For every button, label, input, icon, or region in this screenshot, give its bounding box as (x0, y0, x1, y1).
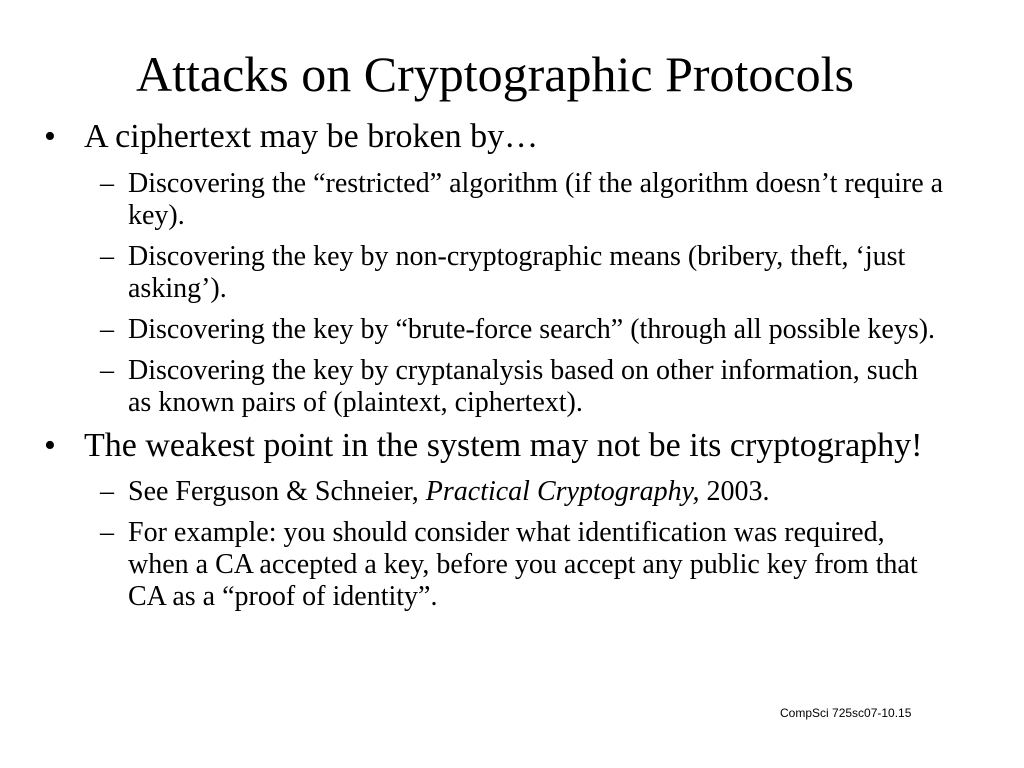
dash-marker: – (100, 314, 114, 345)
slide-footer: CompSci 725sc07-10.15 (780, 706, 912, 720)
sub-item (44, 241, 944, 305)
bullet-text: A ciphertext may be broken by… (84, 118, 539, 155)
sub-item-text (128, 476, 770, 507)
dash-marker: – (100, 355, 114, 386)
citation-year: 2003. (699, 476, 770, 507)
slide-title: Attacks on Cryptographic Protocols (136, 46, 854, 102)
bullet-item (44, 118, 944, 155)
sub-item (44, 355, 944, 419)
sub-item-text: Discovering the “restricted” algorithm (if the algorithm doesn’t require a key). (128, 168, 944, 231)
sub-item-text: For example: you should consider what identification was required, when a CA accepted a key, before you accept any public key from that CA as a “proof of identity”. (128, 517, 918, 612)
bullet-marker: • (44, 427, 56, 464)
citation-authors: See Ferguson & Schneier, (128, 476, 426, 507)
sub-item-text: Discovering the key by “brute-force search” (through all possible keys). (128, 314, 936, 345)
dash-marker: – (100, 476, 114, 507)
sub-item-text: Discovering the key by non-cryptographic means (bribery, theft, ‘just asking’). (128, 241, 906, 304)
dash-marker: – (100, 168, 114, 199)
slide-body (44, 118, 944, 613)
dash-marker: – (100, 241, 114, 272)
sub-item (44, 517, 944, 613)
sub-item-text: Discovering the key by cryptanalysis based on other information, such as known pairs of (plaintext, ciphertext). (128, 355, 919, 418)
dash-marker: – (100, 517, 114, 548)
sub-item (44, 314, 944, 346)
sub-item (44, 476, 944, 508)
bullet-text: The weakest point in the system may not be its cryptography! (84, 427, 923, 464)
sub-item (44, 168, 944, 232)
book-title: Practical Cryptography, (425, 476, 700, 507)
bullet-marker: • (44, 118, 56, 155)
bullet-item (44, 427, 944, 464)
